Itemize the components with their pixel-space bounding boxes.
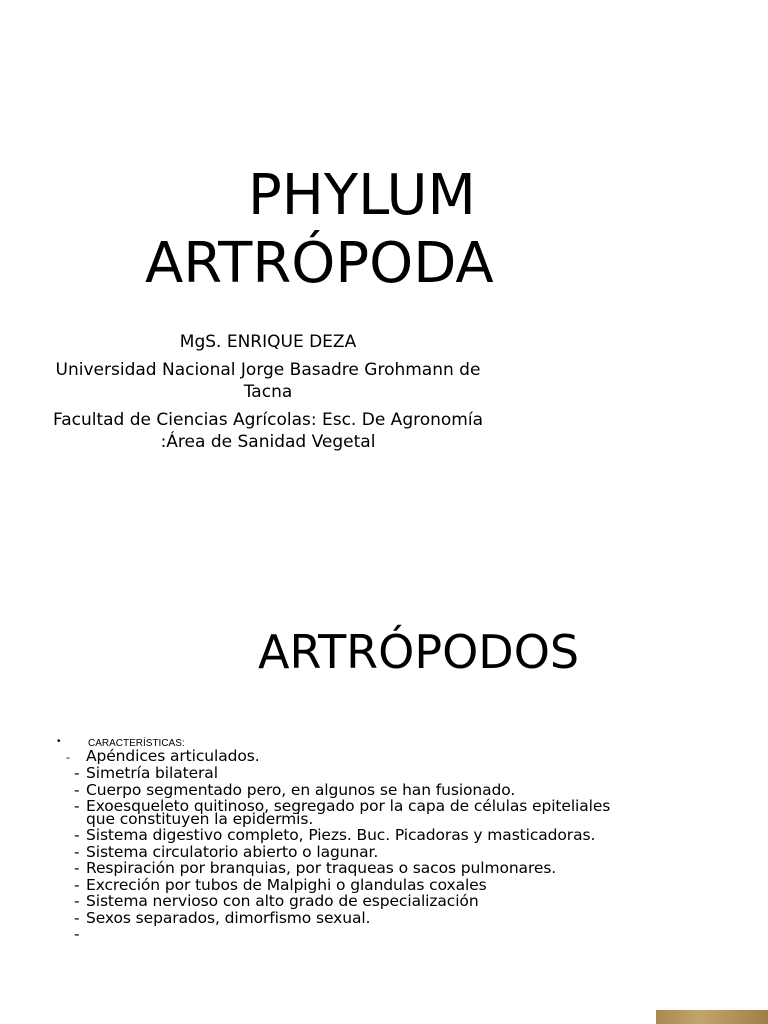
dash-marker: - [74,876,80,894]
dash-marker: - [66,751,70,764]
list-item-continuation: que constituyen la epidermis. [86,810,314,828]
author-name: MgS. ENRIQUE DEZA [179,332,357,352]
dash-marker: - [74,781,80,799]
faculty-name [18,409,518,453]
list-item [74,925,86,943]
list-item-text: Exoesqueleto quitinoso, segregado por la capa de células epiteliales [86,797,611,815]
list-item [66,747,260,765]
university-name [18,359,518,403]
list-item [74,859,557,877]
faculty-line-2: :Área de Sanidad Vegetal [160,432,376,452]
title-line-2: ARTRÓPODA [145,231,494,296]
faculty-line-1: Facultad de Ciencias Agrícolas: Esc. De Agronomía [52,410,483,430]
list-item-text: Sistema circulatorio abierto o lagunar. [86,843,379,861]
dash-marker: - [74,826,80,844]
slide-title [145,162,525,298]
section-title: ARTRÓPODOS [258,625,580,679]
list-item [74,876,487,894]
list-item-text: Sistema digestivo completo, Piezs. Buc. Picadoras y masticadoras. [86,826,596,844]
list-item [74,826,596,844]
dash-marker: - [74,797,80,815]
list-item [74,909,371,927]
dash-marker: - [74,892,80,910]
dash-marker: - [74,764,80,782]
list-item-text: Excreción por tubos de Malpighi o glandulas coxales [86,876,487,894]
list-item [74,843,379,861]
list-item-text: Respiración por branquias, por traqueas o sacos pulmonares. [86,859,557,877]
list-header-label: CARACTERÍSTICAS: [88,738,185,749]
dash-marker: - [74,843,80,861]
list-item [74,892,479,910]
list-item-text: Sistema nervioso con alto grado de especialización [86,892,479,910]
list-item [74,764,218,782]
dash-marker: - [74,909,80,927]
corner-decoration [656,1010,768,1024]
university-line-1: Universidad Nacional Jorge Basadre Grohmann de [55,360,481,380]
bullet-icon: • [57,736,61,747]
list-item-text: Apéndices articulados. [86,747,260,765]
title-line-1: PHYLUM [248,163,476,228]
list-item-text: Sexos separados, dimorfismo sexual. [86,909,371,927]
list-item [74,781,516,799]
university-line-2: Tacna [243,382,293,402]
list-item-text: Simetría bilateral [86,764,218,782]
list-item-text: Cuerpo segmentado pero, en algunos se han fusionado. [86,781,516,799]
list-item [74,797,611,828]
dash-marker: - [74,859,80,877]
dash-marker: - [74,925,80,943]
